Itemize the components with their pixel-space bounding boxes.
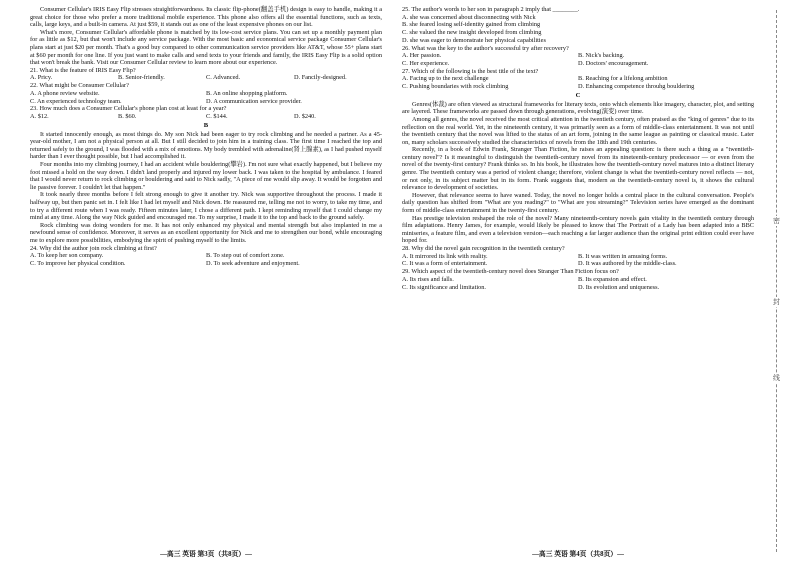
question-23 [30, 105, 382, 120]
answer-option[interactable]: C. To improve her physical condition. [30, 259, 126, 267]
answer-option[interactable]: A. Facing up to the next challenge [402, 75, 489, 83]
question-stem: 29. Which aspect of the twentieth-century novel does Stranger Than Fiction focus on? [402, 268, 619, 276]
passage-c-paragraph: Recently, in a book of Edwin Frank, Stranger Than Fiction, he raises an appealing question: is there such a thing as a "twentieth-century novel"? Is it meaningful to distinguish the twentieth-century novel from its nineteenth-century predecessor — or even from the novel of the twenty-first century? Frank thinks so. In his book, he illustrates how the twentieth-century novel matures into a distinct literary genre. The twentieth century was a period of violent change; therefore, violent change is what the twentieth-century novel reflects — not, or not only, in its subject matter but in its form. Frank suggests that, modern as the twentieth-century novel is, it shows the cultural relevance to development of societies. [402, 146, 754, 192]
passage-a-paragraph: Consumer Cellular's IRIS Easy Flip stresses straightforwardness. Its classic flip-phone(翻盖手机) design is easy to handle, making it a great choice for those who prefer a more traditional mobile experience. This phone also offers all the essential functions, such as texts, calls, large keys, and a built-in camera. At just $59, it stands out as one of the least expensive phones on our list. [30, 6, 382, 29]
answer-option[interactable]: A. Pricy. [30, 74, 53, 82]
question-29 [402, 268, 754, 291]
answer-option[interactable]: A. A phone review website. [30, 89, 100, 97]
question-stem: 21. What is the feature of IRIS Easy Flip? [30, 66, 136, 74]
answer-options [30, 90, 382, 105]
passage-b-paragraph: It started innocently enough, as most things do. My son Nick had been eager to try rock climbing and he needed a partner. As a 45-year-old mother, I am not a physical person at all. But I still decided to join him in a training class. The first time I reached the top and returned safely to the ground, I was flooded with a mix of emotions. My body trembled with adrenaline(肾上腺素), as I had pushed myself harder than I ever thought possible, but I had accomplished it. [30, 130, 382, 161]
right-page-column [402, 6, 754, 291]
question-stem: 27. Which of the following is the best title of the text? [402, 67, 539, 75]
answer-options [402, 253, 754, 268]
question-stem: 23. How much does a Consumer Cellular's phone plan cost at least for a year? [30, 105, 227, 113]
question-stem: 28. Why did the novel gain recognition in the twentieth century? [402, 245, 565, 253]
passage-c-paragraph: Genres(体裁) are often viewed as structural frameworks for literary texts, onto which elements like imagery, character, plot, and setting are layered. These frameworks are passed down through generations, evolving(演变) over time. [402, 100, 754, 116]
answer-option[interactable]: D. It was authored by the middle-class. [578, 260, 677, 268]
answer-option[interactable]: D. she was eager to demonstrate her physical capabilities [402, 36, 546, 44]
question-stem: 26. What was the key to the author's successful try after recovery? [402, 44, 569, 52]
answer-option[interactable]: B. It was written in amusing forms. [578, 252, 668, 260]
passage-b [30, 131, 382, 245]
page-footer-left: —高三 英语 第3页（共8页）— [160, 551, 252, 558]
answer-option[interactable]: A. Its rises and falls. [402, 275, 454, 283]
answer-option[interactable]: A. It mirrored its link with reality. [402, 252, 488, 260]
answer-option[interactable]: B. she feared losing self-identity gained from climbing [402, 21, 541, 29]
answer-options [402, 276, 754, 291]
answer-option[interactable]: D. To seek adventure and enjoyment. [206, 259, 300, 267]
answer-option[interactable]: A. To keep her son company. [30, 252, 104, 260]
answer-option[interactable]: B. Its expansion and effect. [578, 275, 647, 283]
answer-option[interactable]: B. Nick's backing. [578, 52, 625, 60]
question-21 [30, 67, 382, 82]
answer-options [30, 113, 382, 121]
answer-option[interactable]: D. Doctors' encouragement. [578, 59, 649, 67]
question-25 [402, 6, 754, 45]
answer-option[interactable]: B. $60. [118, 112, 137, 120]
question-27 [402, 68, 754, 91]
answer-option[interactable]: C. she valued the new insight developed from climbing [402, 29, 542, 37]
question-26 [402, 45, 754, 68]
binding-line [762, 10, 792, 552]
answer-option[interactable]: A. she was concerned about disconnecting with Nick [402, 13, 536, 21]
question-stem: 24. Why did the author join rock climbing at first? [30, 244, 157, 252]
answer-option[interactable]: C. $144. [206, 112, 228, 120]
left-page-column [30, 6, 382, 268]
binding-mark-seal: 密 [773, 216, 780, 225]
binding-dashed-line [776, 10, 777, 552]
question-stem: 22. What might be Consumer Cellular? [30, 82, 129, 90]
passage-b-paragraph: Rock climbing was doing wonders for me. It has not only enhanced my physical and mental strength but also implanted in me a newfound sense of confidence. Moreover, it serves as an excellent opportunity for Nick and me to strengthen our bond, while encouraging me to explore more possibilities, embodying the spirit of pushing myself to the limits. [30, 221, 382, 244]
answer-option[interactable]: A. Her passion. [402, 52, 442, 60]
answer-options [402, 75, 754, 90]
question-22 [30, 82, 382, 105]
passage-a-paragraph: What's more, Consumer Cellular's affordable phone is matched by its low-cost service plans. You can set up a monthly payment plan for as little as $12, but that won't include any service package. With the most basic and economical service package Consumer Cellular's plans start at just $20 per month. That's a good buy compared to other communication service providers like AT&T, whose 55+ plans start at $60 per month for one line. If you just want to make calls and send texts to your friends and family, the IRIS Easy Flip is a solid option that won't break the bank. Visit our Consumer Cellular review to learn more about our experience. [30, 28, 382, 67]
answer-option[interactable]: A. $12. [30, 112, 49, 120]
answer-option[interactable]: D. Its evolution and uniqueness. [578, 283, 660, 291]
answer-option[interactable]: C. Pushing boundaries with rock climbing [402, 83, 509, 91]
answer-options [402, 52, 754, 67]
answer-options [30, 74, 382, 82]
answer-option[interactable]: B. To step out of comfort zone. [206, 252, 285, 260]
passage-c-paragraph: However, that relevance seems to have waned. Today, the novel no longer holds a central place in the cultural conversation. People's daily question has shifted from "What are you reading?" to "What are you streaming?" Television series have emerged as the dominant form of middle-class entertainment in the twenty-first century. [402, 191, 754, 215]
answer-option[interactable]: C. An experienced technology team. [30, 97, 122, 105]
answer-option[interactable]: B. Senior-friendly. [118, 74, 165, 82]
answer-option[interactable]: D. Fancily-designed. [294, 74, 347, 82]
section-heading-b: B [203, 121, 209, 129]
passage-a [30, 6, 382, 67]
passage-c-paragraph: Among all genres, the novel received the most critical attention in the twentieth century, often praised as the "king of genres" due to its reflection on the real world. Yet, in the nineteenth century, it was primarily seen as a form of middle-class entertainment. It was not until the twentieth century that the novel was lifted to the status of an art form, joining in the same league as painting or classical music. Later on, many scholars successively studied the characteristics of novels from the 18th and 19th centuries. [402, 115, 754, 146]
passage-b-paragraph: It took nearly three months before I felt strong enough to give it another try. Nick was supportive throughout the process. I made it halfway up, but then panic set in. I felt like I had let myself and Nick down. He reassured me, telling me not to worry, to take my time, and to try a different route when I was ready. Fifteen minutes later, I chose a different path. I kept reminding myself that I could change my mind at any time. Along the way Nick guided and encouraged me. To my surprise, I made it to the top and back to the ground safely. [30, 191, 382, 222]
answer-option[interactable]: D. Enhancing competence throuhg bouldering [578, 83, 695, 91]
answer-option[interactable]: B. Reaching for a lifelong ambition [578, 75, 668, 83]
answer-option[interactable]: C. Her experience. [402, 59, 450, 67]
passage-c-paragraph: Has prestige television reshaped the role of the novel? Many nineteenth-century novels gain vitality in the twentieth century through film adaptations. Henry James, for example, would likely be pleased to know that The Portrait of a Lady has been adapted into a BBC miniseries, a feature film, and even a television version—each reaching a far larger audience than the original print edition could ever have hoped for. [402, 214, 754, 245]
answer-option[interactable]: B. An online shopping platform. [206, 89, 288, 97]
answer-option[interactable]: C. It was a form of entertainment. [402, 260, 488, 268]
passage-c [402, 101, 754, 245]
answer-option[interactable]: C. Advanced. [206, 74, 241, 82]
passage-b-paragraph: Four months into my climbing journey, I had an accident while bouldering(攀岩). I'm not sure what exactly happened, but I believe my foot missed a hold on the way down. I didn't land properly and injured my lower back. I was taken to the hospital by ambulance. I feared that I would never return to rock climbing or bouldering and said to Nick sadly, "A piece of me would slip away. It would be forgotten and lie passive forever. I couldn't let that happen." [30, 161, 382, 191]
page-footer-right: —高三 英语 第4页（共8页）— [532, 551, 624, 558]
binding-mark-line: 线 [773, 374, 780, 383]
answer-options [30, 252, 382, 267]
question-28 [402, 245, 754, 268]
answer-option[interactable]: C. Its significance and limitation. [402, 283, 486, 291]
section-heading-c: C [575, 91, 581, 99]
answer-option[interactable]: D. A communication service provider. [206, 97, 302, 105]
question-24 [30, 245, 382, 268]
answer-option[interactable]: D. $240. [294, 112, 316, 120]
binding-mark-seal: 封 [773, 298, 780, 307]
question-stem: 25. The author's words to her son in paragraph 2 imply that ________. [402, 6, 580, 13]
